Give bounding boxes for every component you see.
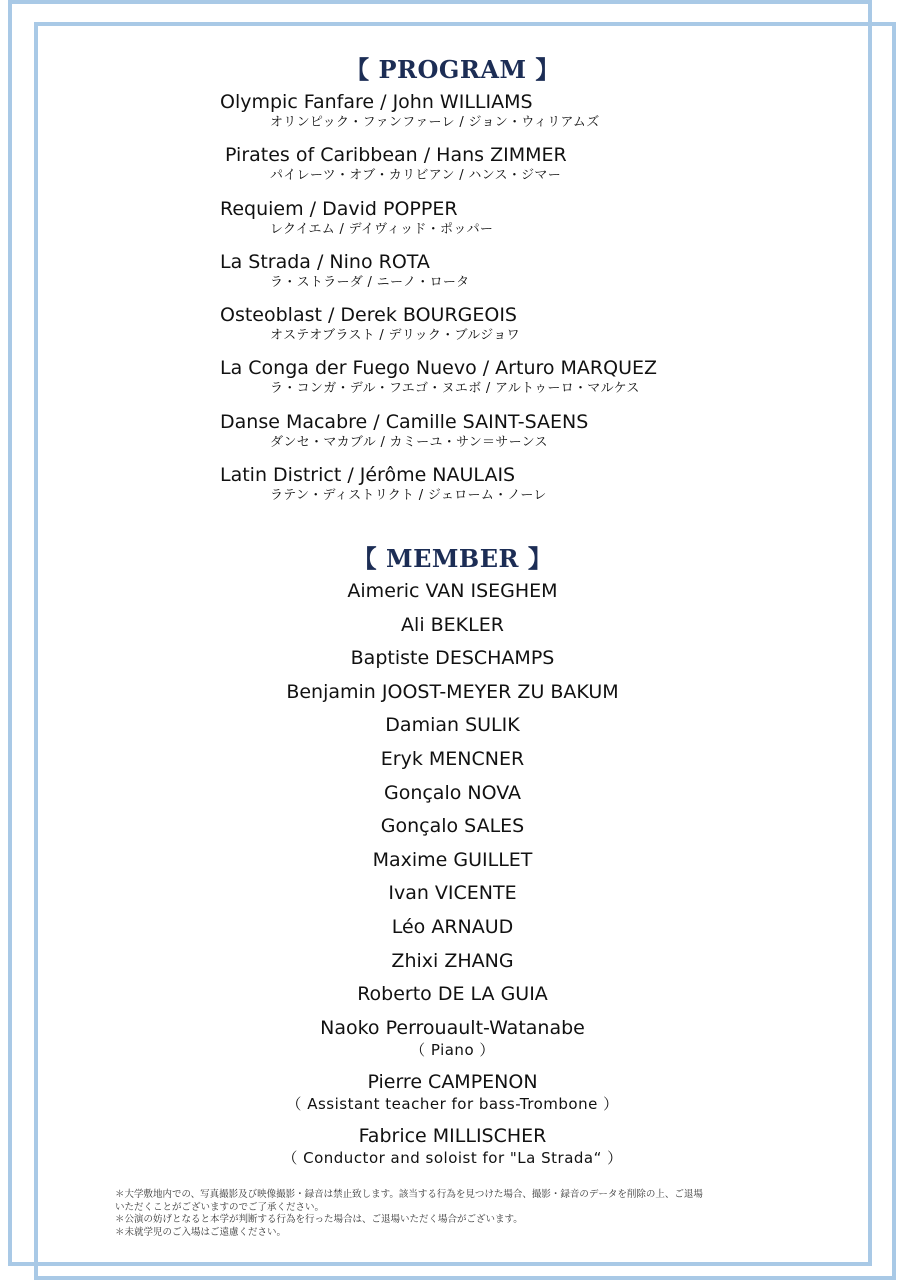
program-heading: 【 PROGRAM 】: [345, 55, 560, 84]
member-name: Eryk MENCNER: [380, 747, 525, 770]
note-disruption: ＊公演の妨げとなると本学が判断する行為を行った場合は、ご退場いただく場合がございます。: [115, 1214, 523, 1225]
program-title-en: La Strada / Nino ROTA: [220, 250, 430, 273]
program-title-jp: ラ・ストラーダ / ニーノ・ロータ: [270, 274, 470, 290]
program-title-jp: レクイエム / デイヴィッド・ポッパー: [270, 221, 494, 237]
program-title-jp: オリンピック・ファンファーレ / ジョン・ウィリアムズ: [270, 115, 600, 130]
member-role: （ Conductor and soloist for "La Strada“ ）: [282, 1148, 623, 1167]
program-item: [220, 303, 860, 356]
member-name: Roberto DE LA GUIA: [357, 983, 548, 1006]
member-heading: 【 MEMBER 】: [352, 544, 553, 573]
program-item: [220, 197, 860, 250]
program-item: [220, 90, 860, 143]
member-name: Aimeric VAN ISEGHEM: [347, 580, 558, 602]
note-photography: ＊大学敷地内での、写真撮影及び映像撮影・録音は禁止致します。該当する行為を見つけた場合、撮影・録音のデータを削除の上、ご退場 いただくことがございますのでご了承ください。: [115, 1189, 703, 1213]
note-preschool: ＊未就学児のご入場はご遠慮ください。: [115, 1226, 287, 1238]
member-list: [0, 579, 905, 1178]
member-name: Léo ARNAUD: [391, 915, 514, 938]
member-name: Naoko Perrouault-Watanabe: [320, 1016, 585, 1039]
member-role: （ Piano ）: [410, 1040, 495, 1059]
member-name: Baptiste DESCHAMPS: [350, 647, 555, 670]
member-with-role: [0, 1070, 905, 1124]
member-name: Fabrice MILLISCHER: [358, 1124, 547, 1147]
member-with-role: [0, 1124, 905, 1178]
program-item: [220, 356, 860, 409]
member-name: Pierre CAMPENON: [367, 1070, 538, 1093]
program-item: [220, 463, 860, 516]
program-item: [220, 143, 860, 196]
program-item: [220, 410, 860, 463]
program-title-en: Osteoblast / Derek BOURGEOIS: [220, 304, 517, 327]
member-name: Gonçalo SALES: [380, 815, 525, 838]
program-title-en: Requiem / David POPPER: [220, 197, 458, 220]
program-list: [220, 90, 860, 516]
program-title-en: Olympic Fanfare / John WILLIAMS: [220, 91, 533, 113]
program-title-jp: パイレーツ・オブ・カリビアン / ハンス・ジマー: [270, 168, 562, 184]
member-with-role: [0, 1016, 905, 1070]
member-name: Ali BEKLER: [401, 613, 504, 636]
program-title-en: Pirates of Caribbean / Hans ZIMMER: [225, 144, 567, 167]
program-item: [220, 250, 860, 303]
program-title-en: Danse Macabre / Camille SAINT-SAENS: [220, 410, 589, 433]
member-name: Gonçalo NOVA: [383, 781, 522, 804]
program-title-jp: ラテン・ディストリクト / ジェローム・ノーレ: [270, 488, 547, 504]
member-name: Ivan VICENTE: [388, 882, 517, 905]
program-title-jp: ダンセ・マカブル / カミーユ・サン＝サーンス: [270, 434, 548, 450]
member-name: Zhixi ZHANG: [391, 949, 514, 972]
program-title-jp: オステオブラスト / デリック・ブルジョワ: [270, 328, 520, 344]
member-role: （ Assistant teacher for bass-Trombone ）: [286, 1094, 619, 1113]
member-name: Maxime GUILLET: [372, 848, 533, 871]
member-name: Benjamin JOOST-MEYER ZU BAKUM: [286, 680, 619, 703]
program-title-jp: ラ・コンガ・デル・フエゴ・ヌエボ / アルトゥーロ・マルケス: [270, 381, 640, 397]
program-title-en: Latin District / Jérôme NAULAIS: [220, 464, 516, 487]
member-name: Damian SULIK: [385, 714, 520, 737]
program-title-en: La Conga der Fuego Nuevo / Arturo MARQUEZ: [220, 357, 658, 380]
footer-notes: [115, 1189, 845, 1239]
